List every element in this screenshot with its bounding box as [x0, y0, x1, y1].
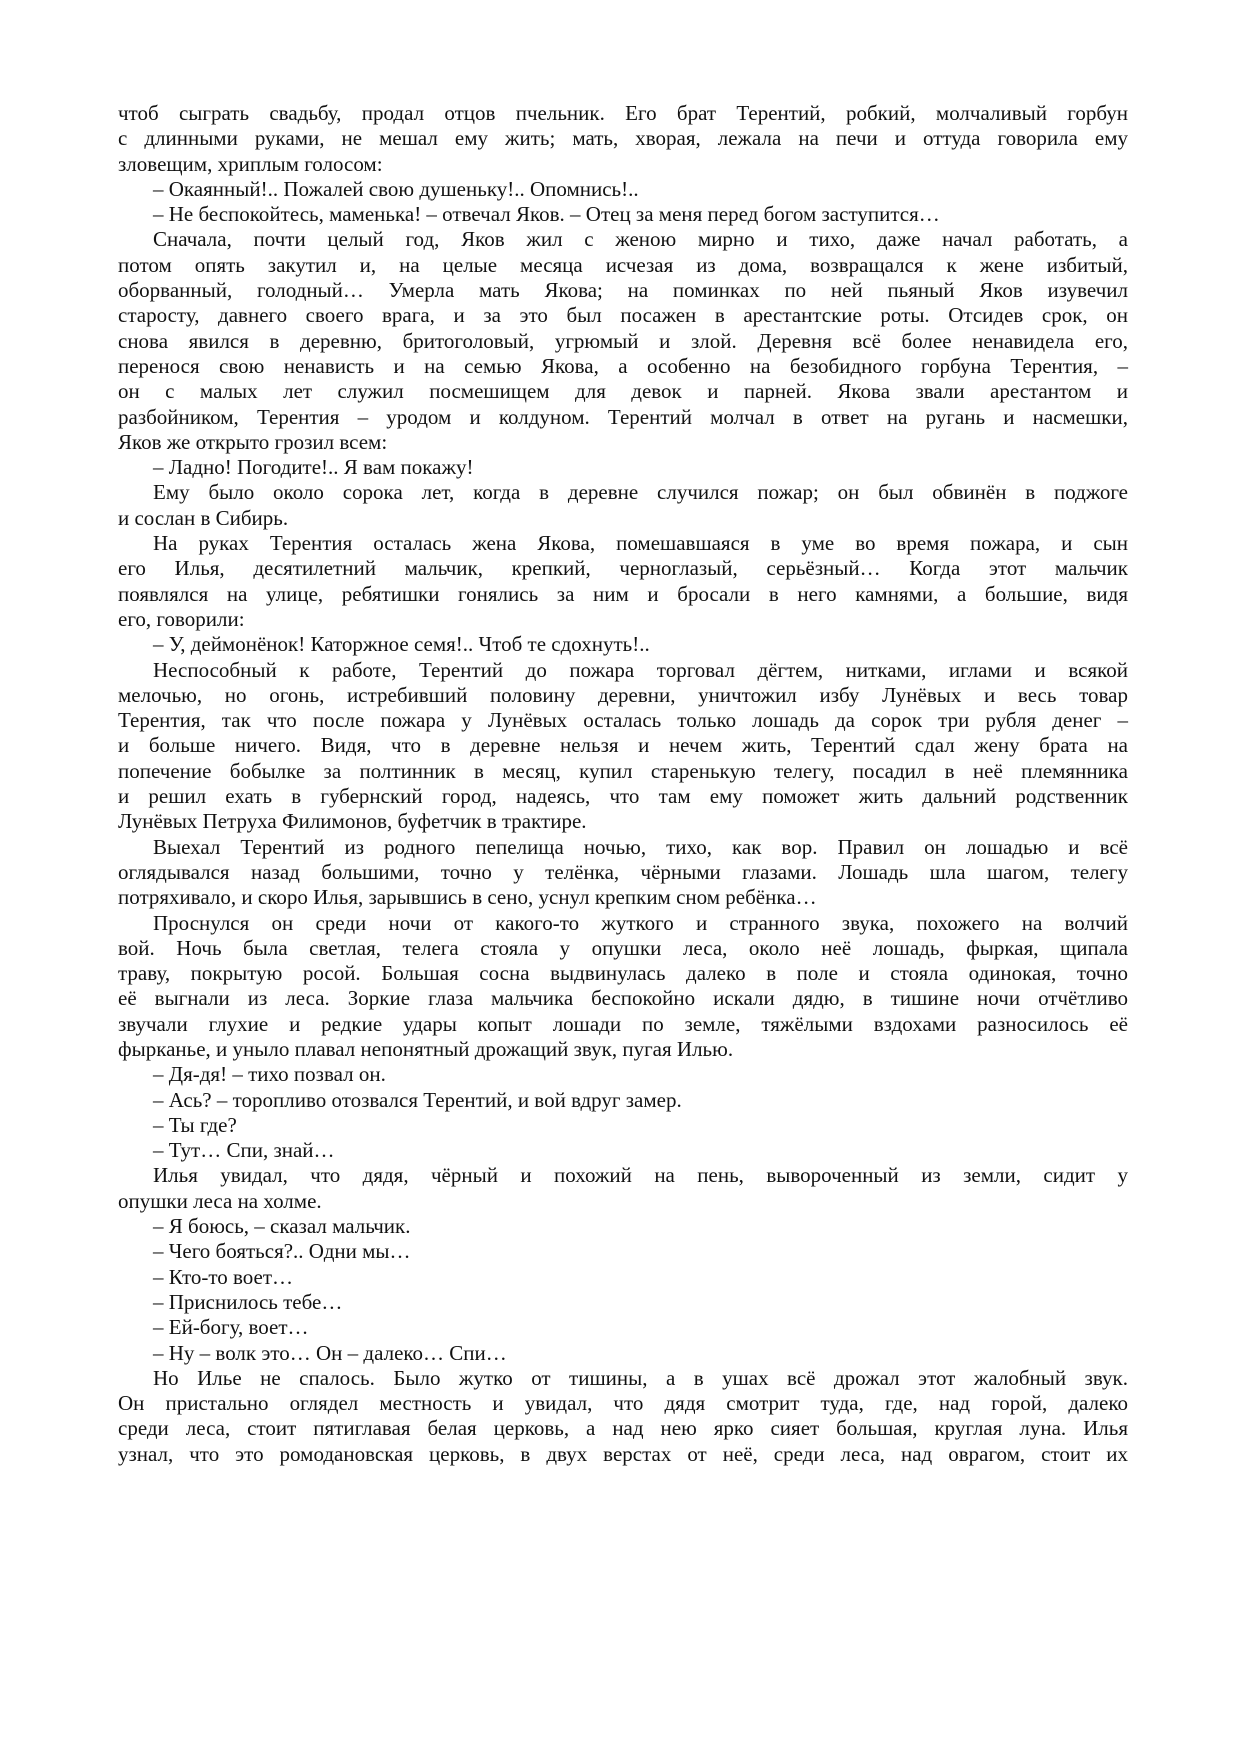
paragraph — [118, 1062, 1128, 1087]
paragraph — [118, 531, 1128, 632]
paragraph — [118, 632, 1128, 657]
paragraph — [118, 455, 1128, 480]
text-line: появлялся на улице, ребятишки гонялись за ним и бросали в него камнями, а большие, видя — [118, 581, 1128, 606]
text-line: фырканье, и уныло плавал непонятный дрожащий звук, пугая Илью. — [118, 1036, 734, 1061]
text-line: опушки леса на холме. — [118, 1188, 322, 1213]
paragraph — [118, 658, 1128, 835]
text-line: звучали глухие и редкие удары копыт лошади по земле, тяжёлыми вздохами разносилось её — [118, 1011, 1128, 1036]
text-line: потом опять закутил и, на целые месяца исчезая из дома, возвращался к жене избитый, — [118, 252, 1128, 277]
text-line: траву, покрытую росой. Большая сосна выдвинулась далеко в поле и стояла одинокая, точно — [118, 961, 1128, 986]
text-line: вой. Ночь была светлая, телега стояла у опушки леса, около неё лошадь, фыркая, щипала — [118, 935, 1128, 960]
text-line: зловещим, хриплым голосом: — [118, 151, 383, 176]
text-line: его Илья, десятилетний мальчик, крепкий, черноглазый, серьёзный… Когда этот мальчик — [118, 556, 1128, 581]
text-line: оборванный, голодный… Умерла мать Якова; на поминках по ней пьяный Яков изувечил — [118, 278, 1128, 303]
text-line: узнал, что это ромодановская церковь, в двух верстах от неё, среди леса, над оврагом, стоит их — [118, 1441, 1128, 1466]
text-line: – Дя-дя! – тихо позвал он. — [153, 1062, 386, 1087]
paragraph — [118, 480, 1128, 531]
text-line: – Кто-то воет… — [153, 1264, 294, 1289]
paragraph — [118, 1163, 1128, 1214]
text-line: и решил ехать в губернский город, надеясь, что там ему поможет жить дальний родственник — [118, 784, 1128, 809]
text-line: среди леса, стоит пятиглавая белая церковь, а над нею ярко сияет большая, круглая луна. Илья — [118, 1416, 1128, 1441]
text-line: – Ладно! Погодите!.. Я вам покажу! — [153, 455, 474, 480]
text-line: Илья увидал, что дядя, чёрный и похожий на пень, вывороченный из земли, сидит у — [153, 1163, 1128, 1188]
text-line: он с малых лет служил посмешищем для девок и парней. Якова звали арестантом и — [118, 379, 1128, 404]
paragraph — [118, 1138, 1128, 1163]
text-line: и больше ничего. Видя, что в деревне нельзя и нечем жить, Терентий сдал жену брата на — [118, 733, 1128, 758]
text-line: На руках Терентия осталась жена Якова, помешавшаяся в уме во время пожара, и сын — [153, 531, 1128, 556]
text-line: его, говорили: — [118, 606, 245, 631]
paragraph — [118, 1341, 1128, 1366]
text-line: попечение бобылке за полтинник в месяц, купил старенькую телегу, посадил в неё племянника — [118, 758, 1128, 783]
text-line: разбойником, Терентия – уродом и колдуном. Терентий молчал в ответ на ругань и насмешки, — [118, 404, 1128, 429]
paragraph — [118, 1290, 1128, 1315]
text-line: мелочью, но огонь, истребивший половину деревни, уничтожил избу Лунёвых и весь товар — [118, 682, 1128, 707]
text-line: – Чего бояться?.. Одни мы… — [153, 1239, 411, 1264]
text-line: Выехал Терентий из родного пепелища ночью, тихо, как вор. Правил он лошадью и всё — [153, 834, 1128, 859]
text-line: Неспособный к работе, Терентий до пожара торговал дёгтем, нитками, иглами и всякой — [153, 657, 1128, 682]
paragraph — [118, 177, 1128, 202]
paragraph — [118, 835, 1128, 911]
text-line: – У, деймонёнок! Каторжное семя!.. Чтоб те сдохнуть!.. — [153, 632, 650, 657]
text-line: Лунёвых Петруха Филимонов, буфетчик в трактире. — [118, 809, 587, 834]
text-line: оглядывался назад большими, точно у телёнка, чёрными глазами. Лошадь шла шагом, телегу — [118, 859, 1128, 884]
text-line: – Ну – волк это… Он – далеко… Спи… — [153, 1340, 507, 1365]
text-line: Ему было около сорока лет, когда в деревне случился пожар; он был обвинён в поджоге — [153, 480, 1128, 505]
text-line: Яков же открыто грозил всем: — [118, 429, 388, 454]
text-line: перенося свою ненависть и на семью Якова, а особенно на безобидного горбуна Терентия, – — [118, 353, 1128, 378]
text-line: – Не беспокойтесь, маменька! – отвечал Яков. – Отец за меня перед богом заступится… — [153, 202, 940, 227]
text-line: – Ась? – торопливо отозвался Терентий, и вой вдруг замер. — [153, 1087, 682, 1112]
paragraph — [118, 1366, 1128, 1467]
paragraph — [118, 227, 1128, 455]
text-line: – Приснилось тебе… — [153, 1289, 343, 1314]
text-line: – Тут… Спи, знай… — [153, 1138, 335, 1163]
paragraph — [118, 101, 1128, 177]
text-line: потряхивало, и скоро Илья, зарывшись в сено, уснул крепким сном ребёнка… — [118, 885, 817, 910]
text-line: – Ей-богу, воет… — [153, 1315, 309, 1340]
text-line: снова явился в деревню, бритоголовый, угрюмый и злой. Деревня всё более ненавидела его, — [118, 328, 1128, 353]
text-line: – Ты где? — [153, 1112, 237, 1137]
paragraph — [118, 1315, 1128, 1340]
text-line: Но Илье не спалось. Было жутко от тишины, а в ушах всё дрожал этот жалобный звук. — [153, 1365, 1128, 1390]
paragraph — [118, 1088, 1128, 1113]
text-line: – Я боюсь, – сказал мальчик. — [153, 1214, 411, 1239]
text-line: чтоб сыграть свадьбу, продал отцов пчельник. Его брат Терентий, робкий, молчаливый горбун — [118, 101, 1128, 125]
document-page — [118, 101, 1128, 1467]
paragraph — [118, 1265, 1128, 1290]
paragraph — [118, 911, 1128, 1063]
text-line: Он пристально оглядел местность и увидал, что дядя смотрит туда, где, над горой, далеко — [118, 1391, 1128, 1416]
text-line: Терентия, так что после пожара у Лунёвых осталась только лошадь да сорок три рубля денег – — [118, 708, 1128, 733]
text-line: Проснулся он среди ночи от какого-то жуткого и странного звука, похожего на волчий — [153, 910, 1128, 935]
text-line: Сначала, почти целый год, Яков жил с женою мирно и тихо, даже начал работать, а — [153, 227, 1128, 252]
paragraph — [118, 202, 1128, 227]
paragraph — [118, 1214, 1128, 1239]
paragraph — [118, 1239, 1128, 1264]
text-line: её выгнали из леса. Зоркие глаза мальчика беспокойно искали дядю, в тишине ночи отчётливо — [118, 986, 1128, 1011]
text-line: – Окаянный!.. Пожалей свою душеньку!.. Опомнись!.. — [153, 176, 639, 201]
text-line: с длинными руками, не мешал ему жить; мать, хворая, лежала на печи и оттуда говорила ему — [118, 126, 1128, 151]
text-line: и сослан в Сибирь. — [118, 505, 289, 530]
text-line: старосту, давнего своего врага, и за это был посажен в арестантские роты. Отсидев срок, он — [118, 303, 1128, 328]
paragraph — [118, 1113, 1128, 1138]
